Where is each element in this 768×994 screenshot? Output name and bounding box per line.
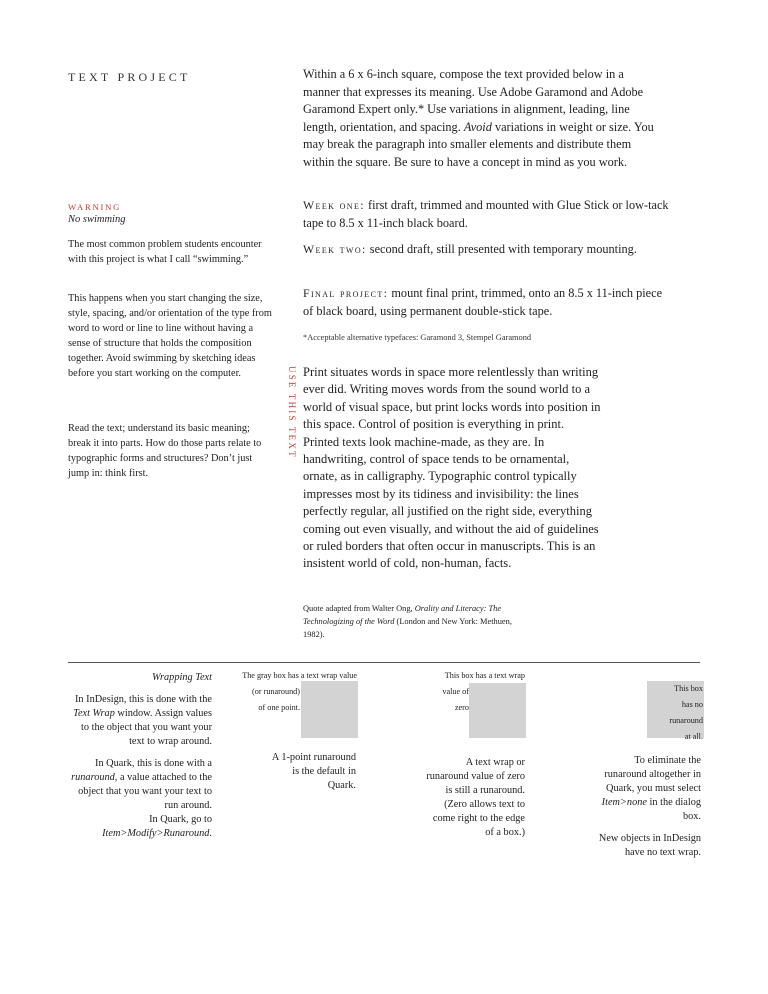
quark-runaround: runaround: [71, 772, 115, 783]
example3-line2: has no: [681, 700, 703, 709]
week-one-label: Week one:: [303, 198, 365, 212]
wrapping-indesign: [68, 693, 212, 749]
warning-label: WARNING: [68, 202, 122, 212]
example3-caption-a: [596, 754, 701, 824]
week-one-text: first draft, trimmed and mounted with Glue Stick or low-tack tape to 8.5 x 11-inch black board.: [303, 198, 669, 230]
wrapping-text-column: [68, 671, 212, 841]
example2-wrap-line3: zero: [454, 703, 469, 712]
week-two-text: second draft, still presented with temporary mounting.: [366, 242, 637, 256]
final-project: [303, 285, 673, 320]
week-two-label: Week two:: [303, 242, 367, 256]
example1-caption: A 1-point runaround is the default in Quark.: [271, 752, 356, 791]
quark-menu-end: .: [209, 828, 212, 839]
wrapping-quark: [68, 757, 212, 813]
warning-paragraph-3: Read the text; understand its basic meaning; break it into parts. How do those parts relate to typographic forms and structures? Don’t just jump in: think first.: [68, 423, 262, 479]
quark-text-a: In Quark, this is done with a: [95, 758, 212, 769]
intro-text-a: Within a 6 x 6-inch square, compose the text provided below in a manner that expresses its meaning. Use Adobe Garamond and Adobe Garamond Expert only.* Use variations in alignment, leading, line length, orientation, and spacing.: [303, 67, 644, 134]
warning-subtitle: No swimming: [68, 214, 126, 225]
quark-text-b: , a value attached to the object that you want your text to run around.: [78, 772, 212, 811]
intro-text-b: variations in weight or size. You may break the paragraph into smaller elements and distribute them within the square. Be sure to have a concept in mind as you work.: [303, 119, 654, 169]
week-two: [303, 241, 673, 259]
ong-quote: Print situates words in space more relentlessly than writing ever did. Writing moves words from the sound world to a world of visual space, but print locks words into position in this space. Control of position is everything in print. Printed texts look machine-made, as they are. In handwriting, control of space tends to be ornamental, ornate, as in calligraphy. Typographic control typically impresses most by its tidiness and invisibility: the lines perfectly regular, all justified on the right side, everything coming out even visually, and without the aid of guidelines or ruled borders that often occur in manuscripts. This is an insistent world of cold, non-human, facts.: [303, 365, 601, 571]
page-title: TEXT PROJECT: [68, 70, 191, 84]
example3-caption-a1: To eliminate the runaround altogether in Quark, you must select: [604, 755, 701, 794]
example3-line3: runaround: [669, 716, 703, 725]
indesign-text-a: In InDesign, this is done with the: [75, 694, 212, 705]
gray-box-zero: [469, 683, 526, 738]
section-divider: [68, 662, 700, 663]
example3-caption: [596, 754, 701, 860]
indesign-text-wrap: Text Wrap: [73, 708, 115, 719]
attribution-suffix: (London and New York: Methuen, 1982).: [303, 617, 512, 640]
example3-line4: at all.: [684, 732, 703, 741]
warning-paragraph-2: This happens when you start changing the size, style, spacing, and/or orientation of the type from word to word or line to line without having a sense of structure that holds the composition together. Avoid swimming by sketching ideas before you start working on the computer.: [68, 293, 272, 379]
example1-wrap-line3: of one point.: [258, 703, 300, 712]
example1-wrap-line2: (or runaround): [252, 687, 300, 696]
gray-box-1pt: [301, 681, 358, 738]
example3-caption-b: New objects in InDesign have no text wrap.: [598, 833, 701, 858]
attribution-prefix: Quote adapted from Walter Ong,: [303, 604, 415, 613]
example3-wrap: [640, 681, 703, 745]
attribution-book: Orality and Literacy: The Technologizing of the Word: [303, 604, 502, 627]
intro-avoid: Avoid: [463, 119, 492, 134]
quark-menu-path: Item>Modify>Runaround: [102, 828, 210, 839]
example3-caption-a2: in the dialog box.: [646, 797, 701, 822]
quote-attribution: [303, 602, 523, 642]
wrapping-heading: Wrapping Text: [152, 672, 212, 683]
example3-line1: This box: [674, 684, 703, 693]
week-one: [303, 197, 673, 232]
wrapping-quark-menu: [68, 827, 212, 841]
wrapping-quark-go: In Quark, go to: [149, 814, 212, 825]
example3-caption-menu: Item>none: [601, 797, 647, 808]
example1-wrap-line1: The gray box has a text wrap value: [242, 671, 357, 680]
typeface-footnote: *Acceptable alternative typefaces: Garamond 3, Stempel Garamond: [303, 333, 532, 342]
intro-paragraph: [303, 66, 663, 172]
example2-wrap-line1: This box has a text wrap: [444, 671, 525, 680]
example2-wrap-line2: value of: [442, 687, 469, 696]
indesign-text-b: window. Assign values to the object that you want your text to wrap around.: [81, 708, 212, 747]
use-this-text-label: USE THIS TEXT: [287, 366, 297, 459]
final-project-text: mount final print, trimmed, onto an 8.5 x 11-inch piece of black board, using permanent double-stick tape.: [303, 286, 663, 318]
warning-paragraph-1: The most common problem students encounter with this project is what I call “swimming.”: [68, 239, 262, 265]
final-project-label: Final project:: [303, 286, 389, 300]
example2-caption: A text wrap or runaround value of zero is still a runaround. (Zero allows text to come right to the edge of a box.): [426, 757, 525, 838]
